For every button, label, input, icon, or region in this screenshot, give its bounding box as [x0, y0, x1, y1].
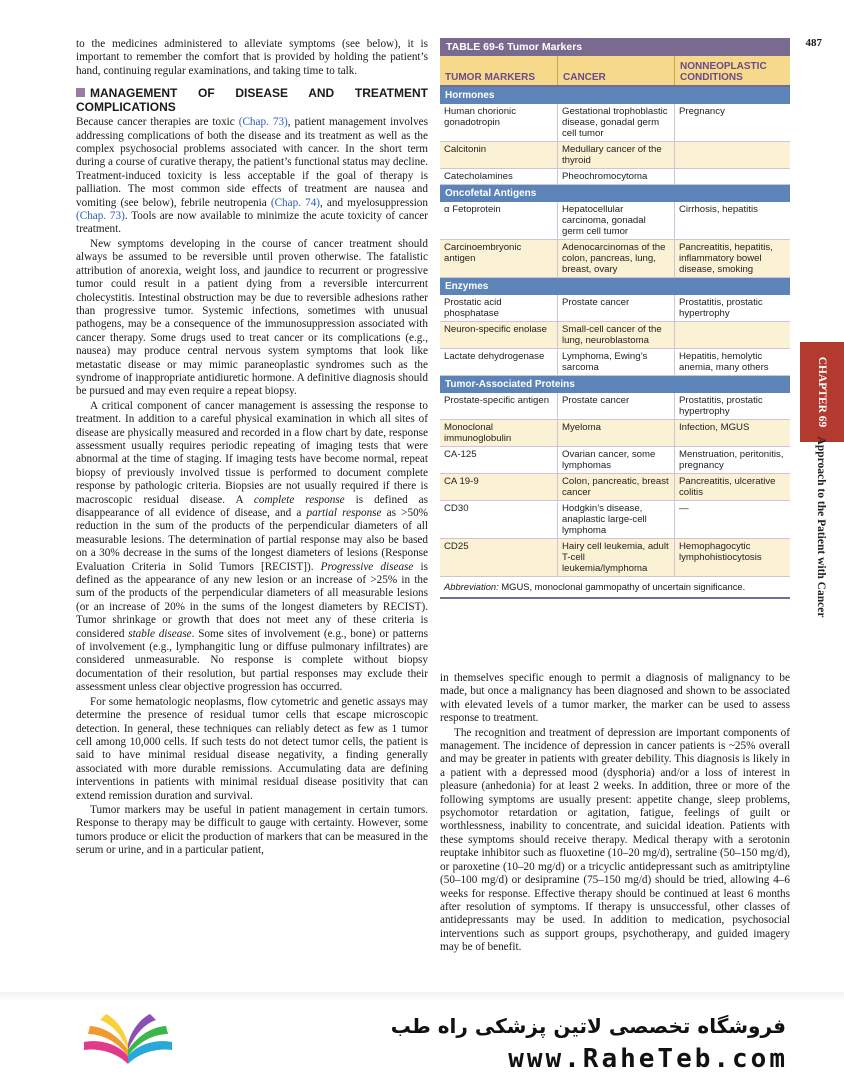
table-cell: Calcitonin — [444, 144, 487, 155]
table-cell: Small-cell cancer of the lung, neuroblastoma — [557, 322, 674, 348]
table-cell: CA 19-9 — [444, 476, 479, 487]
table-abbreviation: Abbreviation: MGUS, monoclonal gammopathy of uncertain significance. — [440, 577, 790, 599]
table-cell: Hepatitis, hemolytic anemia, many others — [674, 349, 790, 375]
table-header — [440, 56, 790, 87]
header-tumor-markers: TUMOR MARKERS — [445, 72, 535, 83]
table-row — [440, 474, 790, 501]
table-cell: Prostatic acid phosphatase — [444, 297, 502, 319]
paragraph-marker-specific: in themselves specific enough to permit a diagnosis of malignancy to be made, but once a malignancy has been diagnosed and shown to be associated with elevated levels of a tumor marker, the marker can be used to assess response to treatment. — [440, 672, 790, 725]
left-column — [76, 38, 428, 859]
table-row — [440, 240, 790, 278]
store-name: فروشگاه تخصصی لاتین پزشکی راه طب — [390, 1014, 786, 1038]
table-row — [440, 501, 790, 539]
right-column — [440, 672, 790, 956]
table-cell: Prostate cancer — [557, 393, 674, 419]
page-bottom-fade — [0, 992, 844, 1002]
store-url[interactable]: www.RaheTeb.com — [508, 1044, 788, 1074]
chapter-title-text: Approach to the Patient with Cancer — [815, 436, 827, 618]
table-cell: Pancreatitis, ulcerative colitis — [674, 474, 790, 500]
table-cell: CA-125 — [444, 449, 477, 460]
table-row — [440, 322, 790, 349]
table-cell: Catecholamines — [444, 171, 513, 182]
heading-square-icon — [76, 88, 85, 97]
table-cell: Carcinoembryonic antigen — [444, 242, 522, 264]
paragraph-intro: to the medicines administered to alleviate symptoms (see below), it is important to remember the comfort that is provided by holding the patient’s hand, continuing regular examinations, and taking time to talk. — [76, 38, 428, 77]
tumor-markers-table — [440, 38, 790, 599]
heading-text: MANAGEMENT OF DISEASE AND TREATMENT COMPLICATIONS — [76, 86, 428, 115]
header-cancer: CANCER — [557, 56, 674, 85]
chap-73-link[interactable]: (Chap. 73) — [238, 116, 288, 129]
table-section-header: Hormones — [440, 87, 790, 104]
table-section-header: Tumor-Associated Proteins — [440, 376, 790, 393]
table-row — [440, 539, 790, 577]
chapter-tab — [800, 342, 844, 442]
table-cell: CD25 — [444, 541, 469, 552]
table-row — [440, 169, 790, 185]
table-cell: Hodgkin’s disease, anaplastic large-cell lymphoma — [557, 501, 674, 538]
table-cell: CD30 — [444, 503, 469, 514]
table-cell: Prostate cancer — [557, 295, 674, 321]
chap-73-link-2[interactable]: (Chap. 73) — [76, 210, 125, 223]
table-cell: Pancreatitis, hepatitis, inflammatory bowel disease, smoking — [674, 240, 790, 277]
table-section-header: Oncofetal Antigens — [440, 185, 790, 202]
section-heading — [76, 86, 428, 114]
table-row — [440, 349, 790, 376]
table-cell: Ovarian cancer, some lymphomas — [557, 447, 674, 473]
paragraph-toxicity: Because cancer therapies are toxic (Chap. 73), patient management involves addressing complications of both the disease and its treatment as well as the complex psychosocial problems associated with cancer. In the short term during a course of curative therapy, the patient’s functional status may decline. Treatment-induced toxicity is less acceptable if the goal of therapy is palliation. The most common side effects of treatment are nausea and vomiting (see below), febrile neutropenia (Chap. 74), and myelosuppression (Chap. 73). Tools are now available to minimize the acute toxicity of cancer treatment. — [76, 116, 428, 236]
table-row — [440, 420, 790, 447]
chapter-label: CHAPTER 69 — [816, 356, 828, 428]
table-cell: Pheochromocytoma — [557, 169, 674, 184]
table-cell: Hepatocellular carcinoma, gonadal germ cell tumor — [557, 202, 674, 239]
table-cell: — — [674, 501, 790, 538]
table-title: TABLE 69-6 Tumor Markers — [440, 38, 790, 56]
table-section-header: Enzymes — [440, 278, 790, 295]
table-cell: Prostate-specific antigen — [444, 395, 550, 406]
table-cell: Medullary cancer of the thyroid — [557, 142, 674, 168]
table-cell: Adenocarcinomas of the colon, pancreas, lung, breast, ovary — [557, 240, 674, 277]
table-cell — [674, 142, 790, 168]
paragraph-depression: The recognition and treatment of depression are important components of management. The incidence of depression in cancer patients is ~25% overall and may be greater in patients with greater debility. This diagnosis is likely in a patient with a depressed mood (dysphoria) and/or a loss of interest in pleasure (anhedonia) for at least 2 weeks. In addition, three or more of the following symptoms are usually present: appetite change, sleep problems, psychomotor retardation or agitation, fatigue, feelings of guilt or worthlessness, inability to concentrate, and suicidal ideation. Patients with these symptoms should receive therapy. Medical therapy with a serotonin reuptake inhibitor such as fluoxetine (10–20 mg/d), sertraline (50–150 mg/d), or paroxetine (10–20 mg/d) or a tricyclic antidepressant such as amitriptyline (50–100 mg/d) or desipramine (75–150 mg/d) should be tried, allowing 4–6 weeks for response. Effective therapy should be continued at least 6 months after resolution of symptoms. If therapy is unsuccessful, other classes of antidepressants may be used. In addition to medication, psychosocial interventions such as support groups, psychotherapy, and guided imagery may be of benefit. — [440, 726, 790, 954]
table-cell — [674, 169, 790, 184]
table-cell — [674, 322, 790, 348]
chapter-title — [811, 436, 831, 618]
table-cell: Menstruation, peritonitis, pregnancy — [674, 447, 790, 473]
table-cell: α Fetoprotein — [444, 204, 501, 215]
table-cell: Hairy cell leukemia, adult T-cell leukemia/lymphoma — [557, 539, 674, 576]
table-cell: Myeloma — [557, 420, 674, 446]
table-row — [440, 295, 790, 322]
table-row — [440, 142, 790, 169]
table-cell: Human chorionic gonadotropin — [444, 106, 516, 128]
table-cell: Lymphoma, Ewing’s sarcoma — [557, 349, 674, 375]
chap-74-link[interactable]: (Chap. 74) — [270, 196, 321, 209]
table-row — [440, 447, 790, 474]
table-cell: Prostatitis, prostatic hypertrophy — [674, 393, 790, 419]
table-cell: Colon, pancreatic, breast cancer — [557, 474, 674, 500]
table-row — [440, 104, 790, 142]
paragraph-new-symptoms: New symptoms developing in the course of cancer treatment should always be assumed to be reversible until proven otherwise. The fatalistic attribution of anorexia, weight loss, and jaundice to recurrent or progressive tumor could result in a patient dying from a reversible intercurrent cholecystitis. Intestinal obstruction may be due to reversible adhesions rather than progressive tumor. Systemic infections, sometimes with unusual pathogens, may be a consequence of the immunosuppression associated with cancer therapy. Some drugs used to treat cancer or its complications (e.g., nausea) may produce central nervous system symptoms that look like metastatic disease or may mimic paraneoplastic syndromes such as the syndrome of inappropriate antidiuretic hormone. A definitive diagnosis should be pursued and may even require a repeat biopsy. — [76, 237, 428, 398]
table-cell: Cirrhosis, hepatitis — [674, 202, 790, 239]
table-row — [440, 393, 790, 420]
table-cell: Neuron-specific enolase — [444, 324, 547, 335]
table-cell: Pregnancy — [674, 104, 790, 141]
page-number: 487 — [805, 37, 822, 49]
open-book-logo-icon — [80, 1012, 176, 1070]
table-cell: Hemophagocytic lymphohistiocytosis — [674, 539, 790, 576]
table-body — [440, 87, 790, 577]
paragraph-hematologic: For some hematologic neoplasms, flow cytometric and genetic assays may determine the presence of residual tumor cells that escape microscopic detection. In general, these techniques can reliably detect as few as 1 tumor cell among 10,000 cells. If such tests do not detect tumor cells, the patient is said to have minimal residual disease negativity, a finding generally associated with more durable remissions. Accumulating data are defining interventions in patients with minimal residual disease positivity that can extend remission duration and survival. — [76, 695, 428, 802]
table-cell: Monoclonal immunoglobulin — [444, 422, 512, 444]
paragraph-response: A critical component of cancer management is assessing the response to treatment. In addition to a careful physical examination in which all sites of disease are physically measured and recorded in a flow chart by date, response assessment usually requires periodic repeating of imaging tests that were abnormal at the time of staging. If imaging tests have become normal, repeat biopsy of previously involved tissue is performed to document complete response by pathologic criteria. Biopsies are not usually required if there is macroscopic residual disease. A complete response is defined as disappearance of all evidence of disease, and a partial response as >50% reduction in the sum of the products of the perpendicular diameters of all measurable lesions. The determination of partial response may also be based on a 30% decrease in the sums of the longest diameters of lesions (Response Evaluation Criteria in Solid Tumors [RECIST]). Progressive disease is defined as the appearance of any new lesion or an increase of >25% in the sum of the products of the perpendicular diameters of all measurable lesions (or an increase of 20% in the sums of the longest diameters by RECIST). Tumor shrinkage or growth that does not meet any of these criteria is considered stable disease. Some sites of involvement (e.g., bone) or patterns of involvement (e.g., lymphangitic lung or diffuse pulmonary infiltrates) are considered unmeasurable. No response is complete without biopsy documentation of their resolution, but partial responses may exclude their assessment unless clear objective progression has occurred. — [76, 399, 428, 694]
table-cell: Gestational trophoblastic disease, gonadal germ cell tumor — [557, 104, 674, 141]
table-cell: Lactate dehydrogenase — [444, 351, 545, 362]
table-cell: Prostatitis, prostatic hypertrophy — [674, 295, 790, 321]
paragraph-tumor-markers: Tumor markers may be useful in patient management in certain tumors. Response to therapy may be difficult to gauge with certainty. However, some tumors produce or elicit the production of markers that can be measured in the serum or urine, and in a particular patient, — [76, 803, 428, 857]
table-row — [440, 202, 790, 240]
table-cell: Infection, MGUS — [674, 420, 790, 446]
header-nonneoplastic: NONNEOPLASTIC CONDITIONS — [674, 56, 790, 85]
